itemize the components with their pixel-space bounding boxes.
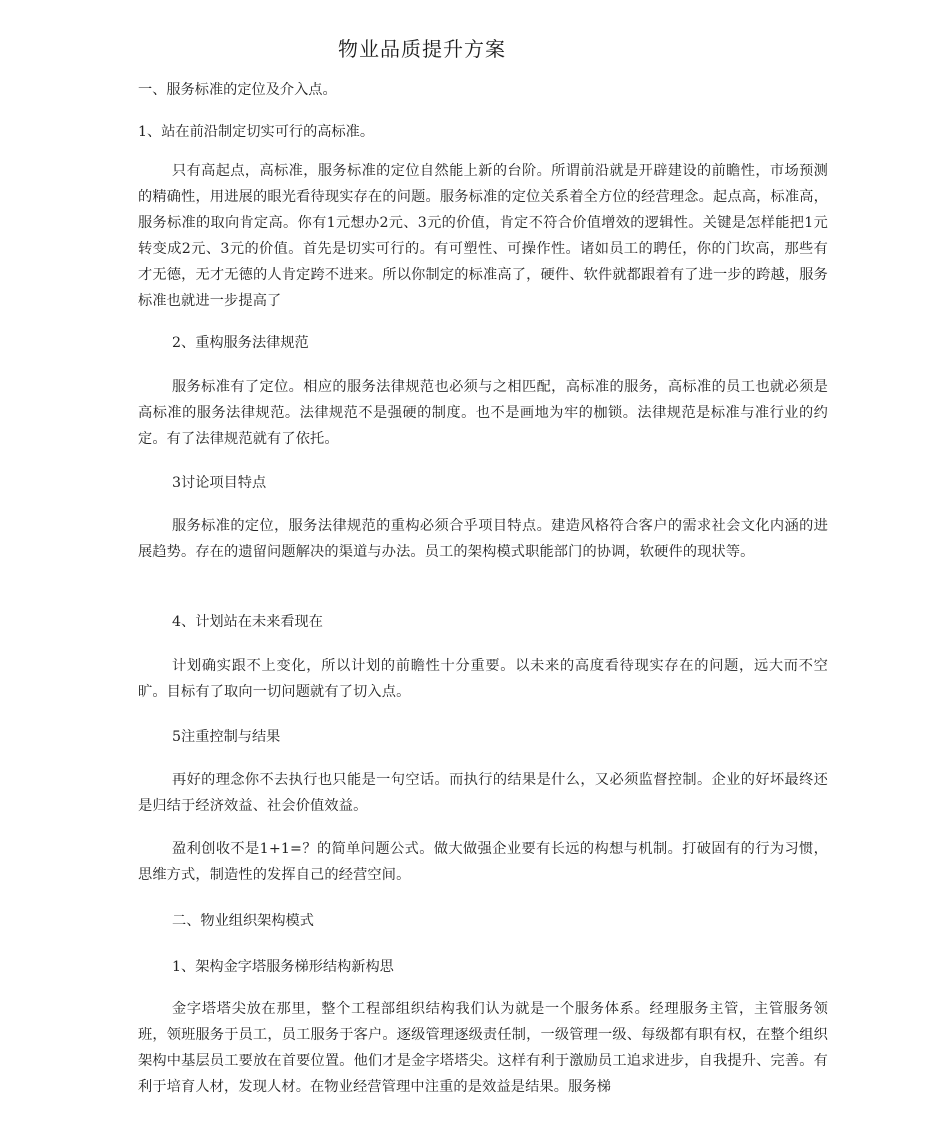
subheading-1-2: 2、重构服务法律规范 <box>172 335 309 351</box>
paragraph-1-5b: 盈利创收不是1+1=？的简单问题公式。做大做强企业要有长远的构想与机制。打破固有的行为习惯，思维方式，制造性的发挥自己的经营空间。 <box>138 841 828 883</box>
subheading-1-5: 5注重控制与结果 <box>172 729 281 745</box>
subheading-1-4: 4、计划站在未来看现在 <box>172 614 323 630</box>
section-heading-1: 一、服务标准的定位及介入点。 <box>138 82 337 98</box>
paragraph-1-5a: 再好的理念你不去执行也只能是一句空话。而执行的结果是什么，又必须监督控制。企业的好坏最终还是归结于经济效益、社会价值效益。 <box>138 772 828 814</box>
paragraph-1-3: 服务标准的定位，服务法律规范的重构必须合乎项目特点。建造风格符合客户的需求社会文化内涵的进展趋势。存在的遗留问题解决的渠道与办法。员工的架构模式职能部门的协调，软硬件的现状等。 <box>138 518 828 560</box>
paragraph-1-1: 只有高起点，高标准，服务标准的定位自然能上新的台阶。所谓前沿就是开辟建设的前瞻性，市场预测的精确性，用进展的眼光看待现实存在的问题。服务标准的定位关系着全方位的经营理念。起点高，标准高，服务标准的取向肯定高。你有1元想办2元、3元的价值，肯定不符合价值增效的逻辑性。关键是怎样能把1元转变成2元、3元的价值。首先是切实可行的。有可塑性、可操作性。诸如员工的聘任，你的门坎高，那些有才无德，无才无德的人肯定跨不进来。所以你制定的标准高了，硬件、软件就都跟着有了进一步的跨越，服务标准也就进一步提高了 <box>138 163 828 309</box>
document-title: 物业品质提升方案 <box>338 37 506 61</box>
subheading-1-1: 1、站在前沿制定切实可行的高标准。 <box>138 124 375 140</box>
paragraph-2-1: 金字塔塔尖放在那里，整个工程部组织结构我们认为就是一个服务体系。经理服务主管，主管服务领班，领班服务于员工，员工服务于客户。逐级管理逐级责任制，一级管理一级、每级都有职有权，在整个组织架构中基层员工要放在首要位置。他们才是金字塔塔尖。这样有利于激励员工追求进步，自我提升、完善。有利于培育人材，发现人材。在物业经营管理中注重的是效益是结果。服务梯 <box>138 1001 828 1095</box>
subheading-2-1: 1、架构金字塔服务梯形结构新构思 <box>172 959 394 975</box>
section-heading-2: 二、物业组织架构模式 <box>172 913 314 929</box>
paragraph-1-2: 服务标准有了定位。相应的服务法律规范也必须与之相匹配，高标准的服务，高标准的员工也就必须是高标准的服务法律规范。法律规范不是强硬的制度。也不是画地为牢的枷锁。法律规范是标准与准行业的约定。有了法律规范就有了依托。 <box>138 379 828 447</box>
paragraph-1-4: 计划确实跟不上变化，所以计划的前瞻性十分重要。以未来的高度看待现实存在的问题，远大而不空旷。目标有了取向一切问题就有了切入点。 <box>138 658 828 700</box>
subheading-1-3: 3讨论项目特点 <box>172 475 267 491</box>
